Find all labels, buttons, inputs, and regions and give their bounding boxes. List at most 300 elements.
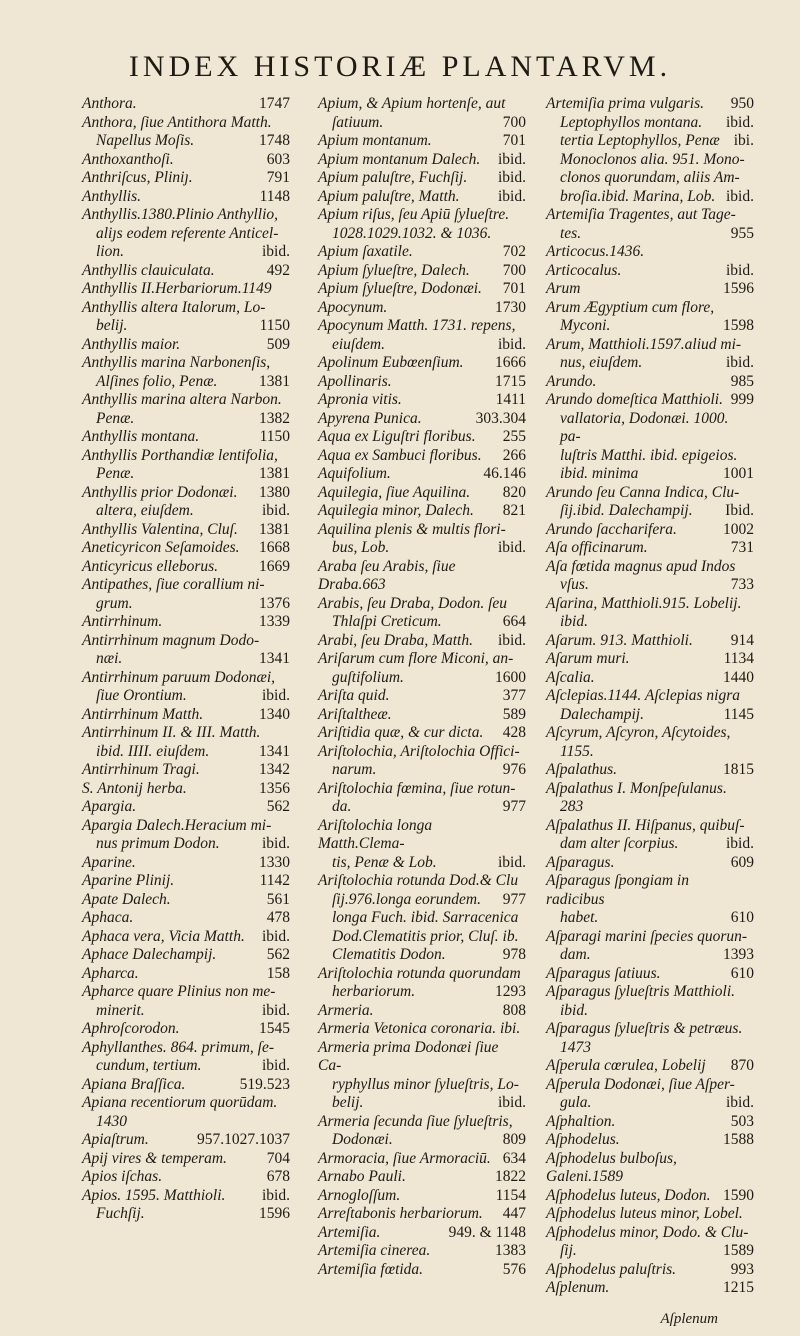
entry-term: narum. xyxy=(332,761,377,778)
entry-page-ref: ibid. xyxy=(262,1001,290,1019)
index-entry xyxy=(546,835,754,854)
index-entry xyxy=(82,1150,290,1169)
index-entry xyxy=(82,891,290,910)
entry-term: 283 xyxy=(560,798,584,815)
entry-term: Apyrena Punica. xyxy=(318,409,422,427)
index-entry xyxy=(546,132,754,151)
entry-page-ref: ibid. xyxy=(498,631,526,649)
index-entry xyxy=(82,946,290,965)
entry-term: Aparine. xyxy=(82,853,136,871)
entry-term: Aphaca vera, Vicia Matth. xyxy=(82,927,245,945)
entry-page-ref: 1545 xyxy=(259,1020,290,1037)
entry-page-ref: 1600 xyxy=(495,668,526,686)
entry-term: Alſines folio, Penæ. xyxy=(96,372,218,390)
entry-page-ref: 1342 xyxy=(259,761,290,778)
entry-term: Penæ. xyxy=(96,465,135,482)
index-entry xyxy=(546,1131,754,1150)
entry-term: Aſarum. 913. Matthioli. xyxy=(546,631,693,649)
entry-term: Arnogloſſum. xyxy=(318,1186,401,1204)
entry-term: Anthriſcus, Pliniȷ. xyxy=(82,169,193,186)
entry-term: 1430 xyxy=(96,1112,127,1130)
entry-page-ref: 1381 xyxy=(259,372,290,390)
entry-page-ref: 821 xyxy=(502,502,526,519)
entry-term: gula. xyxy=(560,1094,592,1111)
entry-term: Arabis, ſeu Draba, Dodon. ſeu xyxy=(318,594,508,612)
entry-term: Apium, & Apium hortenſe, aut xyxy=(318,95,506,112)
index-entry xyxy=(82,1131,290,1150)
entry-term: ſatiuum. xyxy=(332,113,384,131)
entry-term: Artemiſia Tragentes, aut Tage- xyxy=(546,206,736,223)
entry-term: 1473 xyxy=(560,1038,591,1056)
entry-page-ref: ibid. xyxy=(262,927,290,945)
entry-page-ref: 1589 xyxy=(723,1242,754,1259)
index-entry xyxy=(546,928,754,947)
entry-page-ref: 1381 xyxy=(259,520,290,538)
index-entry xyxy=(546,1242,754,1261)
index-entry xyxy=(82,1076,290,1095)
entry-term: vſus. xyxy=(560,576,589,593)
entry-page-ref: ibid. xyxy=(726,113,754,131)
entry-term: Anthora, ſiue Antithora Matth. xyxy=(82,113,272,131)
entry-term: Ariſarum cum flore Miconi, an- xyxy=(318,650,514,667)
index-entry xyxy=(546,613,754,632)
entry-term: Aſparagus ſylueſtris Matthioli. xyxy=(546,983,736,1000)
entry-term: grum. xyxy=(96,594,133,612)
entry-term: ſij. xyxy=(560,1242,577,1259)
entry-page-ref: 1148 xyxy=(259,187,290,205)
entry-term: Aſa officinarum. xyxy=(546,539,648,556)
entry-term: Aſcalia. xyxy=(546,668,595,686)
entry-page-ref: 1341 xyxy=(259,650,290,667)
entry-page-ref: 731 xyxy=(730,539,754,556)
index-entry xyxy=(546,1076,754,1095)
entry-term: Armeria Vetonica coronaria. ibi. xyxy=(318,1020,521,1037)
entry-term: lion. xyxy=(96,243,124,260)
entry-term: Apollinaris. xyxy=(318,372,392,390)
index-entry xyxy=(82,1113,290,1132)
entry-term: Arum xyxy=(546,280,581,297)
index-entry xyxy=(318,854,526,873)
entry-term: belij. xyxy=(96,317,128,334)
index-entry xyxy=(82,95,290,114)
entry-page-ref: 999 xyxy=(730,391,754,408)
entry-term: Arundo domeſtica Matthioli. xyxy=(546,391,723,408)
entry-term: dam. xyxy=(560,946,591,963)
index-entry xyxy=(82,1187,290,1206)
entry-page-ref: ibid. xyxy=(498,1094,526,1111)
entry-page-ref: 509 xyxy=(266,335,290,353)
entry-term: Apargia. xyxy=(82,798,137,815)
entry-term: Arnabo Pauli. xyxy=(318,1168,406,1185)
index-entry xyxy=(318,1020,526,1039)
entry-term: ibid. minima xyxy=(560,465,639,482)
entry-page-ref: 46.146 xyxy=(483,465,526,482)
index-entry xyxy=(82,151,290,170)
entry-term: Myconi. xyxy=(560,317,611,334)
entry-page-ref: 1383 xyxy=(495,1242,526,1259)
index-entry xyxy=(318,724,526,743)
entry-term: Aſa fœtida magnus apud Indos xyxy=(546,557,736,575)
index-entry xyxy=(82,558,290,577)
index-entry xyxy=(82,336,290,355)
index-entry xyxy=(82,724,290,743)
entry-term: Penæ. xyxy=(96,409,135,427)
entry-page-ref: 1154 xyxy=(495,1186,526,1204)
entry-page-ref: ibi. xyxy=(733,132,754,149)
index-entry xyxy=(318,669,526,688)
entry-page-ref: 1145 xyxy=(723,705,754,723)
entry-page-ref: 977 xyxy=(502,890,526,908)
entry-term: Ariſtaltheæ. xyxy=(318,705,392,723)
entry-page-ref: 492 xyxy=(266,261,290,279)
entry-page-ref: 808 xyxy=(502,1001,526,1019)
entry-term: Dodonæi. xyxy=(332,1131,393,1148)
index-entry xyxy=(82,1057,290,1076)
entry-page-ref: 1815 xyxy=(723,761,754,778)
entry-term: Aſpalathus. xyxy=(546,761,618,778)
entry-term: bus, Lob. xyxy=(332,539,390,556)
entry-term: Aſperula cœrulea, Lobelij xyxy=(546,1057,706,1074)
entry-page-ref: 993 xyxy=(730,1260,754,1278)
entry-page-ref: ibid. xyxy=(498,539,526,556)
entry-term: Anthyllis marina Narbonenſis, xyxy=(82,354,271,371)
entry-term: Aſcyrum, Aſcyron, Aſcytoides, xyxy=(546,724,731,741)
index-entry xyxy=(318,613,526,632)
entry-term: næi. xyxy=(96,650,123,667)
index-entry xyxy=(546,632,754,651)
entry-page-ref: 610 xyxy=(730,909,754,926)
entry-page-ref: ibid. xyxy=(498,169,526,186)
entry-page-ref: 1142 xyxy=(259,872,290,889)
entry-term: Arum Ægyptium cum flore, xyxy=(546,298,715,316)
index-entry xyxy=(318,761,526,780)
entry-page-ref: 1293 xyxy=(495,983,526,1000)
index-entry xyxy=(82,502,290,521)
index-entry xyxy=(546,410,754,447)
entry-term: Aſplenum. xyxy=(546,1279,610,1296)
entry-page-ref: 1596 xyxy=(259,1205,290,1222)
entry-page-ref: 949. & 1148 xyxy=(448,1223,526,1241)
entry-page-ref: 809 xyxy=(502,1131,526,1148)
index-entry xyxy=(546,539,754,558)
entry-page-ref: 1666 xyxy=(495,354,526,371)
index-entry xyxy=(318,706,526,725)
index-entry xyxy=(546,447,754,466)
index-entry xyxy=(546,484,754,503)
index-entry xyxy=(82,595,290,614)
index-entry xyxy=(546,206,754,225)
entry-page-ref: ibid. xyxy=(726,354,754,371)
index-entry xyxy=(318,891,526,910)
index-entry xyxy=(318,780,526,799)
entry-page-ref: 1341 xyxy=(259,742,290,760)
entry-term: Artemiſia cinerea. xyxy=(318,1242,431,1259)
index-entry xyxy=(82,206,290,225)
index-entry xyxy=(318,632,526,651)
entry-term: ſiue Orontium. xyxy=(96,687,187,704)
entry-page-ref: 914 xyxy=(730,631,754,649)
entry-term: Anthyllis II.Herbariorum.1149 xyxy=(82,280,272,297)
entry-term: Aſclepias.1144. Aſclepias nigra xyxy=(546,687,741,704)
entry-term: herbariorum. xyxy=(332,983,416,1000)
entry-page-ref: ibid. xyxy=(726,187,754,205)
index-entry xyxy=(82,262,290,281)
entry-term: Ariſtolochia, Ariſtolochia Offici- xyxy=(318,742,520,760)
index-entry xyxy=(82,1020,290,1039)
entry-term: Armeria prima Dodonæi ſiue Ca- xyxy=(318,1038,499,1074)
entry-page-ref: ibid. xyxy=(262,687,290,704)
index-entry xyxy=(318,1224,526,1243)
index-entry xyxy=(318,243,526,262)
entry-term: Aſphodelus paluſtris. xyxy=(546,1260,677,1278)
entry-term: Apiana Braſſica. xyxy=(82,1075,186,1093)
entry-page-ref: 1340 xyxy=(259,705,290,723)
index-entry xyxy=(546,95,754,114)
index-entry xyxy=(318,965,526,984)
entry-term: Anthyllis. xyxy=(82,187,141,205)
index-column-1 xyxy=(82,95,290,1224)
index-entry xyxy=(82,632,290,651)
index-entry xyxy=(546,780,754,799)
entry-term: Ariſtolochia rotunda quorundam xyxy=(318,964,521,982)
index-entry xyxy=(318,687,526,706)
entry-page-ref: 820 xyxy=(502,483,526,501)
index-entry xyxy=(318,317,526,336)
entry-page-ref: 678 xyxy=(266,1168,290,1185)
entry-term: Apocynum. xyxy=(318,298,388,316)
entry-term: Aſpalathus II. Hiſpanus, quibuſ- xyxy=(546,816,745,834)
index-entry xyxy=(82,780,290,799)
index-entry xyxy=(82,983,290,1002)
entry-page-ref: 377 xyxy=(502,687,526,704)
index-entry xyxy=(82,872,290,891)
entry-page-ref: 700 xyxy=(502,113,526,131)
index-entry xyxy=(318,225,526,244)
entry-page-ref: 664 xyxy=(502,613,526,630)
entry-term: Antirrhinum II. & III. Matth. xyxy=(82,724,261,741)
index-entry xyxy=(82,169,290,188)
entry-page-ref: 700 xyxy=(502,261,526,279)
entry-term: Antipathes, ſiue corallium ni- xyxy=(82,576,265,593)
entry-term: Artemiſia prima vulgaris. xyxy=(546,95,705,112)
index-entry xyxy=(82,650,290,669)
entry-term: Anthyllis Valentina, Cluſ. xyxy=(82,520,238,538)
index-entry xyxy=(318,299,526,318)
entry-term: S. Antonij herba. xyxy=(82,779,187,797)
index-entry xyxy=(82,613,290,632)
entry-term: 1155. xyxy=(560,742,594,760)
index-entry xyxy=(318,114,526,133)
entry-term: Anthora. xyxy=(82,95,137,112)
index-entry xyxy=(318,1094,526,1113)
entry-term: Apolinum Eubœenſium. xyxy=(318,354,464,371)
entry-term: tes. xyxy=(560,224,582,242)
entry-term: Arreſtabonis herbariorum. xyxy=(318,1205,483,1222)
entry-page-ref: 950 xyxy=(730,95,754,112)
entry-term: Anthyllis altera Italorum, Lo- xyxy=(82,298,266,316)
index-entry xyxy=(318,1150,526,1169)
index-entry xyxy=(546,558,754,577)
entry-term: nus primum Dodon. xyxy=(96,835,220,852)
index-entry xyxy=(82,706,290,725)
index-entry xyxy=(318,354,526,373)
entry-page-ref: 985 xyxy=(730,372,754,390)
entry-page-ref: 1411 xyxy=(495,391,526,408)
index-entry xyxy=(546,114,754,133)
entry-page-ref: 1440 xyxy=(723,668,754,686)
entry-term: Anticyricus elleborus. xyxy=(82,557,219,575)
index-entry xyxy=(546,817,754,836)
entry-term: Apargia Dalech.Heracium mi- xyxy=(82,816,272,834)
index-entry xyxy=(546,465,754,484)
entry-page-ref: ibid. xyxy=(498,187,526,205)
index-entry xyxy=(82,1002,290,1021)
entry-page-ref: 1001 xyxy=(723,465,754,482)
entry-page-ref: 955 xyxy=(730,224,754,242)
entry-page-ref: 1748 xyxy=(259,132,290,149)
index-entry xyxy=(546,576,754,595)
entry-term: minerit. xyxy=(96,1001,145,1019)
entry-term: Dalechampij. xyxy=(560,705,644,723)
index-entry xyxy=(318,373,526,392)
entry-term: Apharca. xyxy=(82,964,139,982)
index-entry xyxy=(546,169,754,188)
index-entry xyxy=(318,262,526,281)
index-entry xyxy=(82,484,290,503)
index-entry xyxy=(546,1113,754,1132)
index-entry xyxy=(546,1224,754,1243)
index-entry xyxy=(82,854,290,873)
entry-term: Apiana recentiorum quorūdam. xyxy=(82,1094,278,1111)
entry-page-ref: 704 xyxy=(266,1149,290,1167)
entry-page-ref: 1330 xyxy=(259,853,290,871)
entry-page-ref: 977 xyxy=(502,798,526,815)
entry-page-ref: 634 xyxy=(502,1149,526,1167)
index-entry xyxy=(546,687,754,706)
entry-term: Apium paluſtre, Fuchſij. xyxy=(318,169,468,186)
index-entry xyxy=(318,410,526,429)
entry-term: Aſphodelus bulboſus, Galeni.1589 xyxy=(546,1149,677,1185)
index-entry xyxy=(318,206,526,225)
index-entry xyxy=(318,280,526,299)
entry-term: Antirrhinum magnum Dodo- xyxy=(82,631,260,649)
entry-term: Anthyllis montana. xyxy=(82,428,200,445)
entry-term: Apios. 1595. Matthioli. xyxy=(82,1186,226,1204)
index-entry xyxy=(82,410,290,429)
entry-term: Arum, Matthioli.1597.aliud mi- xyxy=(546,335,742,353)
entry-term: Napellus Moſis. xyxy=(96,132,195,149)
index-entry xyxy=(82,761,290,780)
entry-term: Leptophyllos montana. xyxy=(560,113,703,131)
entry-term: Aſparagus ſpongiam in radicibus xyxy=(546,872,689,908)
entry-page-ref: 791 xyxy=(266,169,290,186)
entry-term: Apij vires & temperam. xyxy=(82,1149,227,1167)
entry-term: nus, eiuſdem. xyxy=(560,354,643,371)
entry-page-ref: 1596 xyxy=(723,280,754,297)
entry-term: Aquilegia, ſiue Aquilina. xyxy=(318,483,471,501)
entry-page-ref: 1393 xyxy=(723,946,754,963)
entry-term: Arabi, ſeu Draba, Matth. xyxy=(318,631,473,649)
index-entry xyxy=(546,1002,754,1021)
entry-term: Ariſtolochia longa Matth.Clema- xyxy=(318,816,433,852)
index-entry xyxy=(546,965,754,984)
index-entry xyxy=(546,521,754,540)
entry-page-ref: 702 xyxy=(502,243,526,260)
index-entry xyxy=(318,1131,526,1150)
entry-term: Monoclonos alia. 951. Mono- xyxy=(560,150,745,168)
index-entry xyxy=(318,1113,526,1132)
entry-term: Aquilina plenis & multis flori- xyxy=(318,520,506,538)
index-entry xyxy=(82,576,290,595)
index-entry xyxy=(318,169,526,188)
index-entry xyxy=(82,798,290,817)
index-entry xyxy=(546,595,754,614)
entry-page-ref: 1730 xyxy=(495,298,526,316)
entry-page-ref: 562 xyxy=(266,946,290,963)
entry-page-ref: 1339 xyxy=(259,613,290,630)
entry-term: Aſpalathus I. Monſpeſulanus. xyxy=(546,779,727,797)
entry-term: Apate Dalech. xyxy=(82,890,171,908)
entry-page-ref: 266 xyxy=(502,446,526,464)
index-entry xyxy=(82,1094,290,1113)
index-entry xyxy=(546,761,754,780)
index-entry xyxy=(318,817,526,854)
entry-term: Artemiſia. xyxy=(318,1223,381,1241)
index-entry xyxy=(82,687,290,706)
index-entry xyxy=(546,724,754,743)
index-entry xyxy=(318,428,526,447)
entry-page-ref: 733 xyxy=(730,576,754,593)
index-entry xyxy=(318,798,526,817)
entry-page-ref: 303.304 xyxy=(475,409,526,427)
entry-term: Ariſtolochia rotunda Dod.& Clu xyxy=(318,872,519,889)
entry-term: belij. xyxy=(332,1094,364,1111)
entry-page-ref: 1002 xyxy=(723,520,754,538)
entry-page-ref: 255 xyxy=(502,428,526,445)
index-entry xyxy=(318,521,526,540)
index-entry xyxy=(318,595,526,614)
entry-term: dam alter ſcorpius. xyxy=(560,835,679,852)
catchword: Aſplenum xyxy=(660,1311,718,1327)
entry-page-ref: 428 xyxy=(502,724,526,741)
entry-page-ref: ibid. xyxy=(262,502,290,519)
entry-term: tis, Penæ & Lob. xyxy=(332,853,437,871)
index-entry xyxy=(318,743,526,762)
entry-page-ref: 1215 xyxy=(723,1279,754,1296)
entry-page-ref: 576 xyxy=(502,1260,526,1278)
entry-page-ref: ibid. xyxy=(498,853,526,871)
entry-page-ref: ibid. xyxy=(726,835,754,852)
index-entry xyxy=(318,539,526,558)
index-entry xyxy=(82,447,290,466)
entry-term: eiuſdem. xyxy=(332,335,385,353)
index-entry xyxy=(546,391,754,410)
entry-term: ibid. xyxy=(560,1001,588,1019)
entry-term: Apronia vitis. xyxy=(318,391,402,408)
entry-term: longa Fuch. ibid. Sarracenica xyxy=(332,909,519,926)
entry-page-ref: 561 xyxy=(266,890,290,908)
index-entry xyxy=(318,872,526,891)
entry-term: Anthyllis clauiculata. xyxy=(82,261,215,279)
entry-term: Fuchſij. xyxy=(96,1205,145,1222)
index-entry xyxy=(546,1020,754,1039)
entry-term: Clematitis Dodon. xyxy=(332,946,446,963)
index-entry xyxy=(82,909,290,928)
index-entry xyxy=(82,539,290,558)
index-entry xyxy=(546,1205,754,1224)
entry-term: Aſarum muri. xyxy=(546,650,630,667)
entry-term: Aphyllanthes. 864. primum, ſe- xyxy=(82,1038,275,1056)
